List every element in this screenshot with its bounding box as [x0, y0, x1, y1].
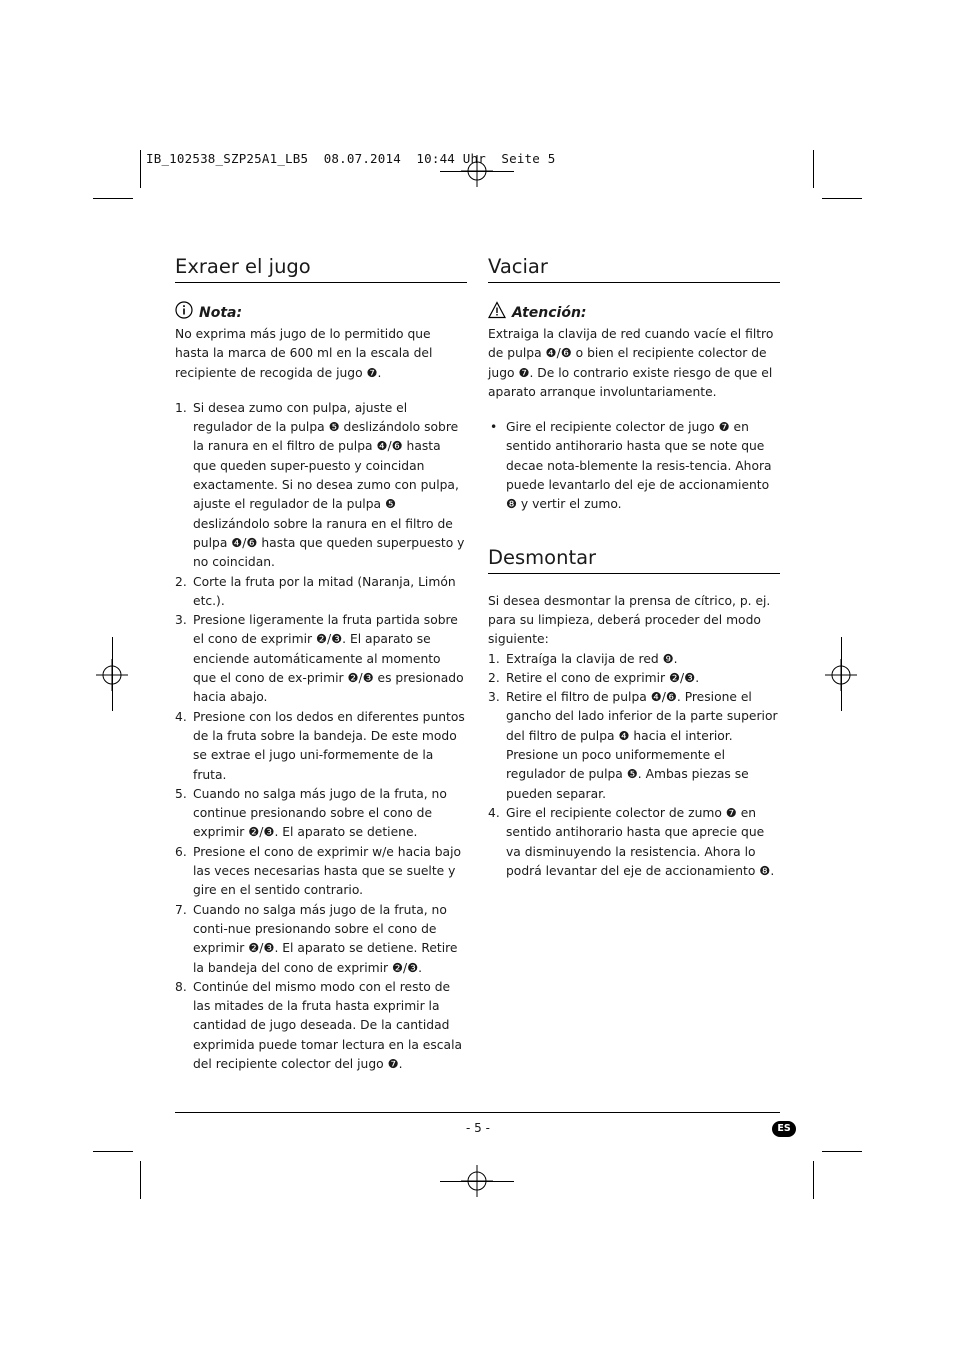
warning-icon: [488, 301, 506, 325]
list-item: 2. Retire el cono de exprimir ❷/❸.: [488, 670, 700, 685]
list-item: 3. Presione ligeramente la fruta partida sobre el cono de exprimir ❷/❸. El aparato se enciende automáticamente al momento que el cono de ex-primir ❷/❸ es presionado hacia abajo.: [175, 613, 464, 705]
page-number: - 5 -: [466, 1121, 490, 1135]
crop-mark: [440, 1181, 514, 1182]
list-item: 3. Retire el filtro de pulpa ❹/❻. Presione el gancho del lado inferior de la parte superior del filtro de pulpa ❹ hacia el interior. Presione un poco uniformemente el regulador de pulpa ❺. Ambas piezas se pueden separar.: [488, 690, 778, 801]
note-heading: [175, 301, 467, 325]
registration-mark-icon: [825, 659, 857, 691]
crop-mark: [93, 198, 133, 199]
section-title-disassemble: Desmontar: [488, 545, 780, 574]
disassemble-steps-list: [488, 650, 780, 882]
right-column: [488, 254, 780, 881]
empty-bullet-list: [488, 418, 780, 514]
print-stamp: IB_102538_SZP25A1_LB5 08.07.2014 10:44 Uhr Seite 5: [146, 151, 556, 166]
list-item: 8. Continúe del mismo modo con el resto de las mitades de la fruta hasta exprimir la cantidad de jugo deseada. De la cantidad exprimida puede tomar lectura en la escala del recipiente colector del jugo ❼.: [175, 979, 463, 1071]
section-title-extract: Exraer el jugo: [175, 254, 467, 283]
warning-text: Extraiga la clavija de red cuando vacíe el filtro de pulpa ❹/❻ o bien el recipiente colector de jugo ❼. De lo contrario existe riesgo de que el aparato arranque involuntariamente.: [488, 327, 774, 399]
crop-mark: [440, 171, 514, 172]
registration-mark-icon: [96, 659, 128, 691]
left-column: [175, 254, 467, 1074]
list-item: 2. Corte la fruta por la mitad (Naranja, Limón etc.).: [175, 574, 456, 608]
list-item: 6. Presione el cono de exprimir w/e hacia bajo las veces necesarias hasta que se suelte y gire en el sentido contrario.: [175, 844, 462, 898]
warning-heading: [488, 301, 780, 325]
disassemble-intro: Si desea desmontar la prensa de cítrico, p. ej. para su limpieza, deberá proceder del modo siguiente:: [488, 593, 771, 647]
list-item: 4. Presione con los dedos en diferentes puntos de la fruta sobre la bandeja. De este modo se extrae el jugo uni-formemente de la fruta.: [175, 709, 465, 782]
footer-rule: [175, 1112, 780, 1113]
list-item: 1. Si desea zumo con pulpa, ajuste el regulador de la pulpa ❺ deslizándolo sobre la ranura en el filtro de pulpa ❹/❻ hasta que queden super-puesto y coincidan exactamente. Si no desea zumo con pulpa, ajuste el regulador de la pulpa ❺ deslizándolo sobre la ranura en el filtro de pulpa ❹/❻ hasta que queden superpuesto y no coincidan.: [175, 400, 465, 570]
crop-mark: [813, 150, 814, 188]
crop-mark: [93, 1151, 133, 1152]
list-item: 5. Cuando no salga más jugo de la fruta, no continue presionando sobre el cono de exprimir ❷/❸. El aparato se detiene.: [175, 786, 447, 840]
language-badge: ES: [772, 1121, 796, 1137]
note-label: Nota:: [199, 305, 243, 321]
warning-label: Atención:: [512, 305, 587, 321]
note-text: No exprima más jugo de lo permitido que hasta la marca de 600 ml en la escala del recipiente de recogida de jugo ❼.: [175, 327, 433, 380]
info-icon: [175, 301, 193, 325]
crop-mark: [140, 150, 141, 188]
section-title-empty: Vaciar: [488, 254, 780, 283]
crop-mark: [822, 198, 862, 199]
crop-mark: [813, 1161, 814, 1199]
extract-steps-list: [175, 399, 467, 1074]
list-item: • Gire el recipiente colector de jugo ❼ en sentido antihorario hasta que se note que decae nota-blemente la resis-tencia. Ahora puede levantarlo del eje de accionamiento ❽ y vertir el zumo.: [490, 420, 772, 512]
list-item: 1. Extraíga la clavija de red ❾.: [488, 651, 678, 666]
crop-mark: [140, 1161, 141, 1199]
list-item: 4. Gire el recipiente colector de zumo ❼ en sentido antihorario hasta que aprecie que va disminuyendo la resistencia. Ahora lo podrá levantar del eje de accionamiento ❽.: [488, 805, 775, 878]
list-item: 7. Cuando no salga más jugo de la fruta, no conti-nue presionando sobre el cono de exprimir ❷/❸. El aparato se detiene. Retire la bandeja del cono de exprimir ❷/❸.: [175, 902, 458, 975]
crop-mark: [822, 1151, 862, 1152]
